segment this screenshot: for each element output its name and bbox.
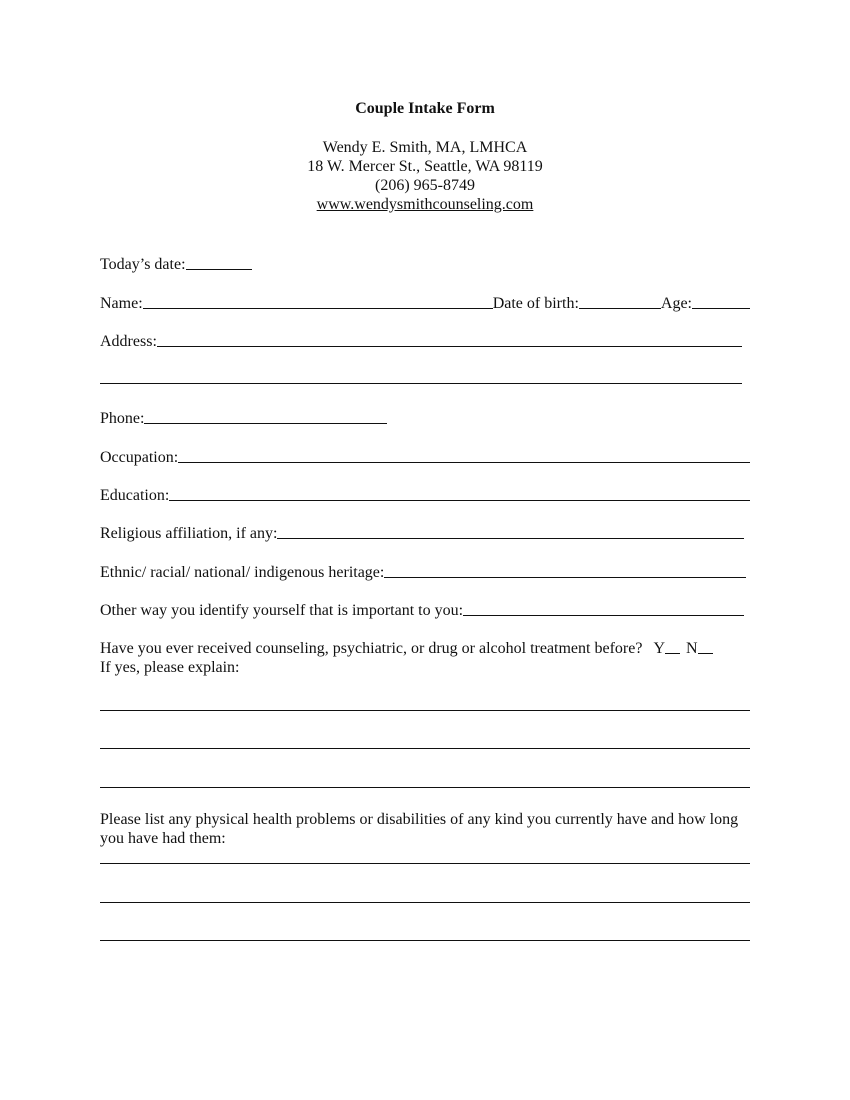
phone-field[interactable] xyxy=(144,423,387,424)
treatment-yes-label: Y xyxy=(653,640,665,657)
treatment-explain-line-3[interactable] xyxy=(100,787,750,788)
religion-row xyxy=(100,521,744,543)
occupation-field[interactable] xyxy=(178,462,750,463)
counselor-phone: (206) 965-8749 xyxy=(375,177,475,194)
treatment-yes-field[interactable] xyxy=(665,653,680,654)
dob-field[interactable] xyxy=(579,308,661,309)
address-row xyxy=(100,329,742,351)
heritage-row xyxy=(100,560,746,582)
religion-label: Religious affiliation, if any: xyxy=(100,525,278,542)
health-question: Please list any physical health problems or disabilities of any kind you currently have and how long you have had them: xyxy=(100,811,739,847)
other-identity-label: Other way you identify yourself that is important to you: xyxy=(100,602,464,619)
religion-field[interactable] xyxy=(277,538,744,539)
treatment-explain-line-2[interactable] xyxy=(100,748,750,749)
treatment-question-row xyxy=(100,636,740,658)
education-row xyxy=(100,483,750,505)
counselor-website-link[interactable]: www.wendysmithcounseling.com xyxy=(316,196,534,213)
name-row xyxy=(100,291,750,313)
name-field[interactable] xyxy=(143,308,493,309)
address-field[interactable] xyxy=(157,346,742,347)
address-label: Address: xyxy=(100,333,157,350)
phone-label: Phone: xyxy=(100,410,145,427)
age-field[interactable] xyxy=(692,308,750,309)
other-identity-field[interactable] xyxy=(463,615,744,616)
age-label: Age: xyxy=(660,295,692,312)
occupation-row xyxy=(100,445,750,467)
treatment-no-field[interactable] xyxy=(698,653,713,654)
health-line-1[interactable] xyxy=(100,863,750,864)
other-identity-row xyxy=(100,598,744,620)
occupation-label: Occupation: xyxy=(100,449,179,466)
todays-date-row xyxy=(100,252,750,274)
todays-date-label: Today’s date: xyxy=(100,256,186,273)
treatment-question: Have you ever received counseling, psychiatric, or drug or alcohol treatment before? xyxy=(100,640,643,657)
counselor-address: 18 W. Mercer St., Seattle, WA 98119 xyxy=(307,158,543,175)
treatment-explain-line-1[interactable] xyxy=(100,710,750,711)
education-field[interactable] xyxy=(169,500,750,501)
heritage-field[interactable] xyxy=(384,577,746,578)
phone-row xyxy=(100,406,750,428)
counselor-name: Wendy E. Smith, MA, LMHCA xyxy=(322,139,528,156)
education-label: Education: xyxy=(100,487,170,504)
name-label: Name: xyxy=(100,295,143,312)
treatment-explain-label: If yes, please explain: xyxy=(100,659,240,676)
health-line-2[interactable] xyxy=(100,902,750,903)
todays-date-field[interactable] xyxy=(186,269,252,270)
heritage-label: Ethnic/ racial/ national/ indigenous heritage: xyxy=(100,564,385,581)
treatment-no-label: N xyxy=(686,640,698,657)
health-line-3[interactable] xyxy=(100,940,750,941)
dob-label: Date of birth: xyxy=(492,295,579,312)
address-field-line-2[interactable] xyxy=(100,383,742,384)
form-title: Couple Intake Form xyxy=(355,100,495,117)
